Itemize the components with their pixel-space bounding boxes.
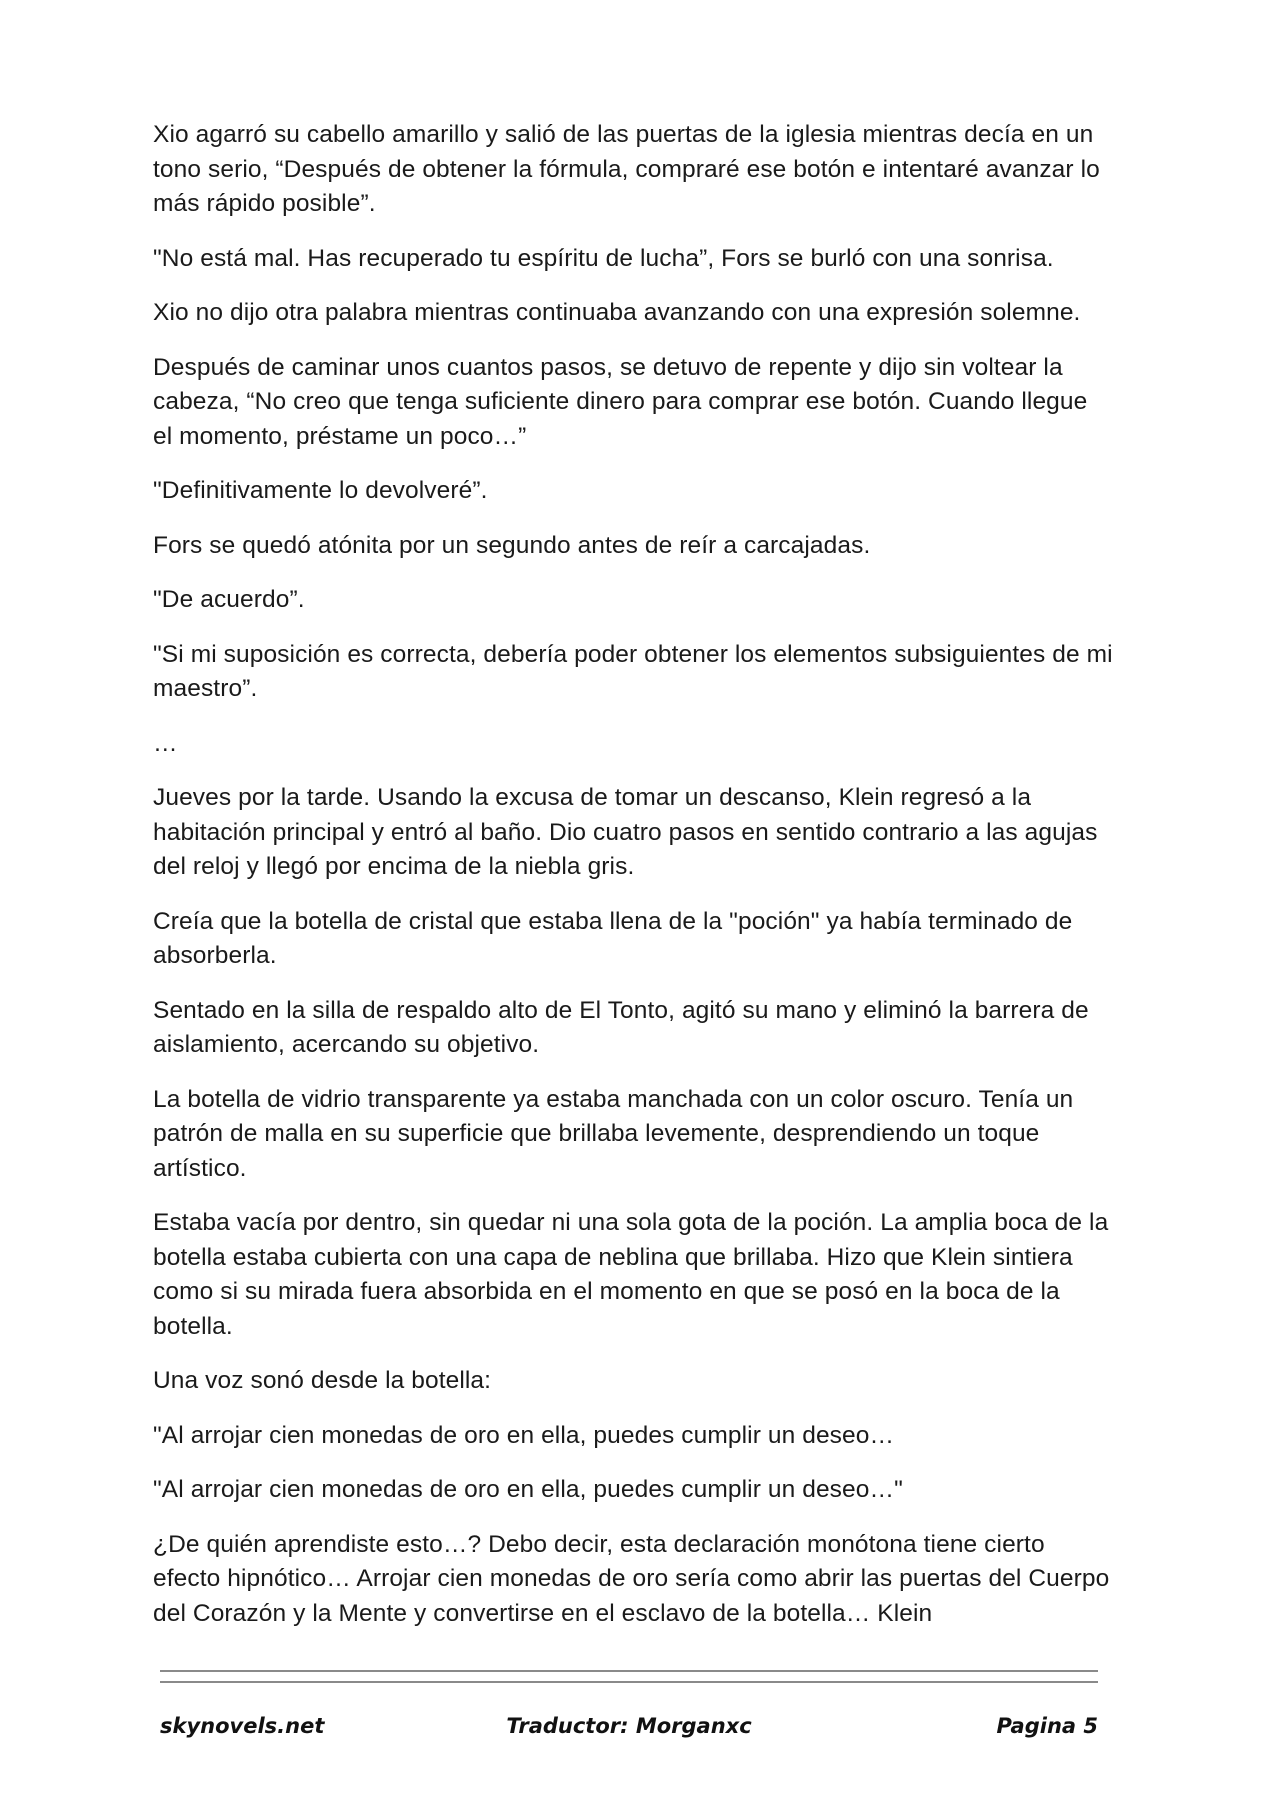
paragraph: Fors se quedó atónita por un segundo antes de reír a carcajadas. <box>153 531 871 559</box>
paragraph: Xio no dijo otra palabra mientras continuaba avanzando con una expresión solemne. <box>153 299 1081 326</box>
paragraph: La botella de vidrio transparente ya estaba manchada con un color oscuro. Tenía un patrón de malla en su superficie que brillaba levemente, desprendiendo un toque artístico. <box>153 1085 1074 1182</box>
footer-page-number: Pagina 5 <box>996 1714 1098 1738</box>
footer-site: skynovels.net <box>160 1714 325 1738</box>
body-text <box>153 118 1113 1651</box>
paragraph: "De acuerdo”. <box>153 586 305 613</box>
page-footer <box>160 1714 1098 1750</box>
paragraph: "Al arrojar cien monedas de oro en ella, puedes cumplir un deseo… <box>153 1421 895 1449</box>
paragraph: "No está mal. Has recuperado tu espíritu de lucha”, Fors se burló con una sonrisa. <box>153 244 1054 272</box>
paragraph: Jueves por la tarde. Usando la excusa de tomar un descanso, Klein regresó a la habitación principal y entró al baño. Dio cuatro pasos en sentido contrario a las agujas del reloj y llegó por encima de la niebla gris. <box>153 784 1098 880</box>
footer-divider-bottom <box>160 1681 1098 1683</box>
scene-break: … <box>153 729 178 757</box>
paragraph: Creía que la botella de cristal que estaba llena de la "poción" ya había terminado de absorberla. <box>153 907 1073 969</box>
paragraph: ¿De quién aprendiste esto…? Debo decir, esta declaración monótona tiene cierto efecto hipnótico… Arrojar cien monedas de oro sería como abrir las puertas del Cuerpo del Corazón y la Mente y convertirse en el esclavo de la botella… Klein <box>153 1530 1110 1627</box>
paragraph: "Si mi suposición es correcta, debería poder obtener los elementos subsiguientes de mi maestro”. <box>153 640 1113 702</box>
paragraph: Xio agarró su cabello amarillo y salió de las puertas de la iglesia mientras decía en un tono serio, “Después de obtener la fórmula, compraré ese botón e intentaré avanzar lo más rápido posible”. <box>153 121 1100 217</box>
paragraph: "Al arrojar cien monedas de oro en ella, puedes cumplir un deseo…" <box>153 1476 903 1503</box>
paragraph: "Definitivamente lo devolveré”. <box>153 477 488 504</box>
paragraph: Estaba vacía por dentro, sin quedar ni una sola gota de la poción. La amplia boca de la botella estaba cubierta con una capa de neblina que brillaba. Hizo que Klein sintiera como si su mirada fuera absorbida en el momento en que se posó en la boca de la botella. <box>153 1209 1109 1340</box>
footer-divider-top <box>160 1670 1098 1672</box>
paragraph: Sentado en la silla de respaldo alto de El Tonto, agitó su mano y eliminó la barrera de aislamiento, acercando su objetivo. <box>153 996 1089 1058</box>
paragraph: Una voz sonó desde la botella: <box>153 1367 492 1394</box>
paragraph: Después de caminar unos cuantos pasos, se detuvo de repente y dijo sin voltear la cabeza, “No creo que tenga suficiente dinero para comprar ese botón. Cuando llegue el momento, préstame un poco…” <box>153 353 1088 450</box>
footer-translator: Traductor: Morganxc <box>506 1714 752 1738</box>
